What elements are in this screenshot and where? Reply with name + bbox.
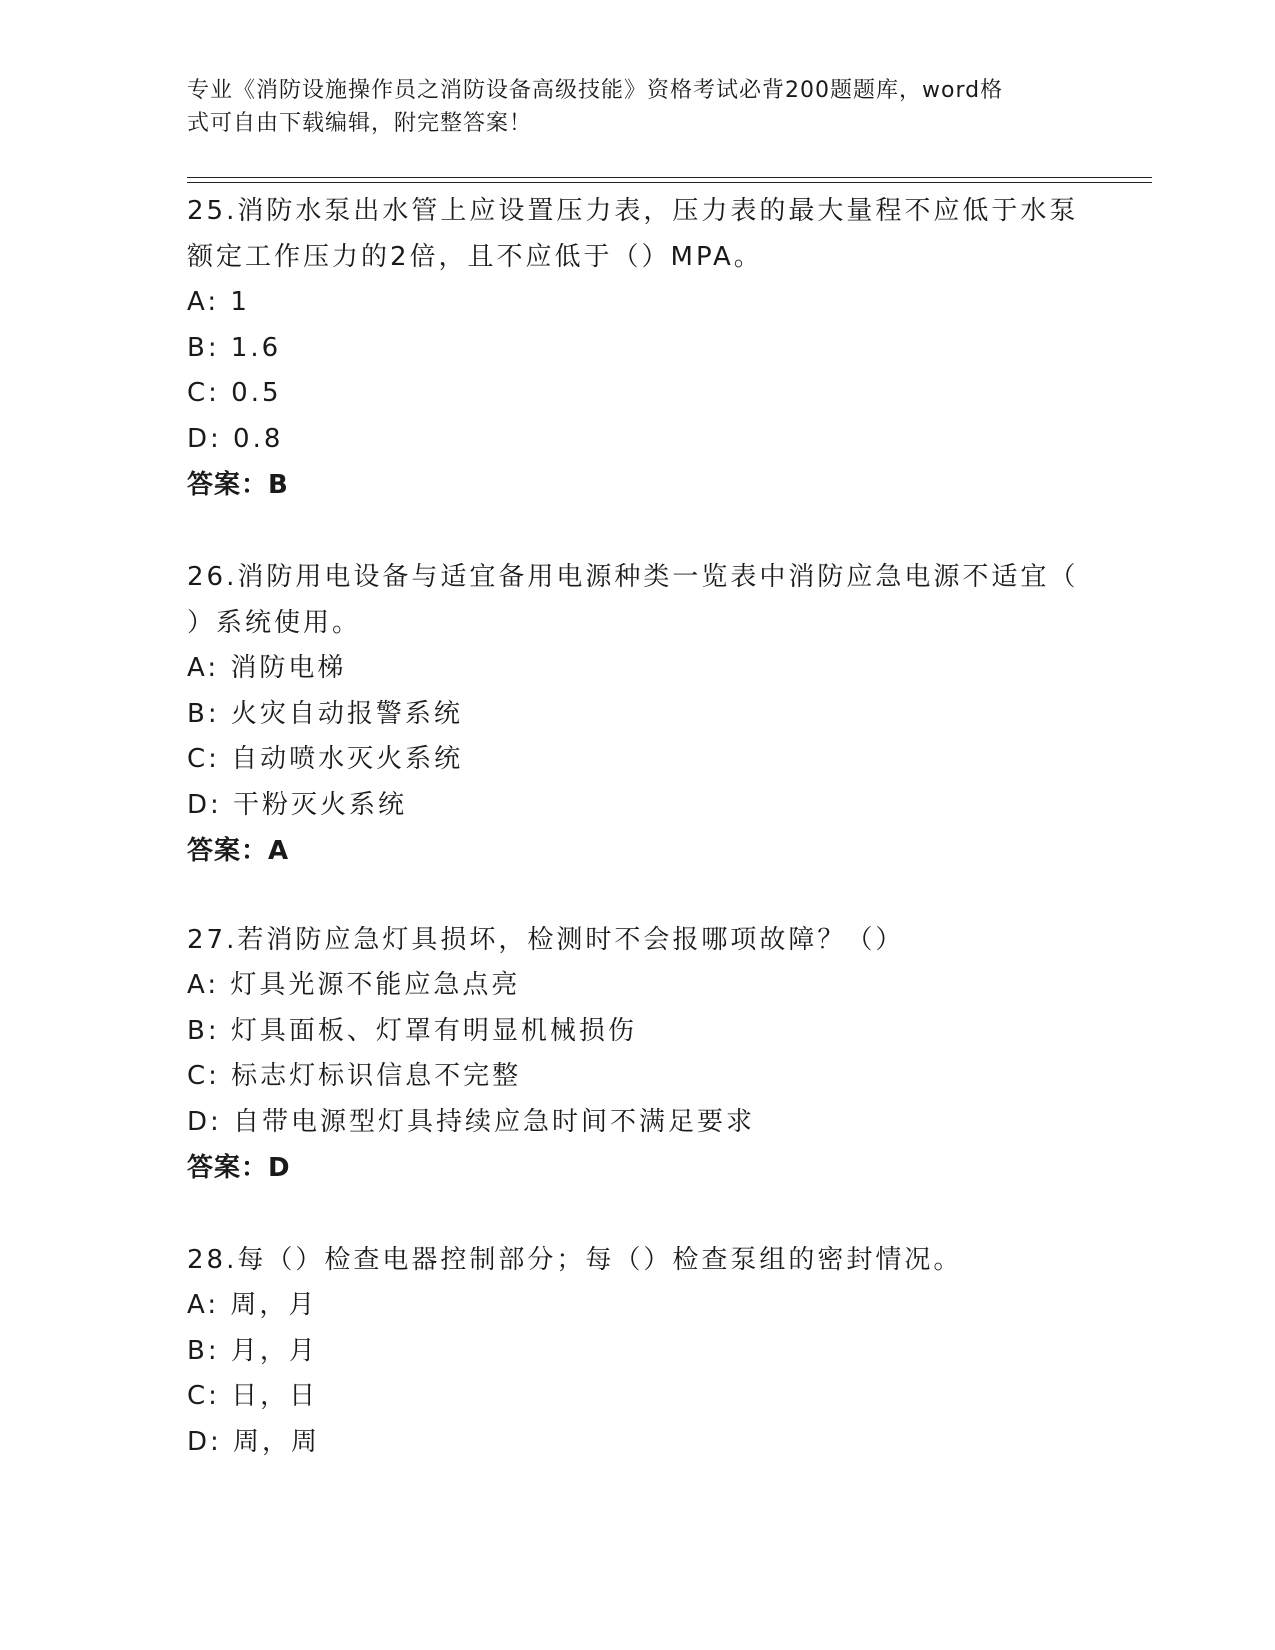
question-text bbox=[187, 917, 1087, 963]
question-text-line: ）系统使用。 bbox=[187, 608, 362, 638]
option-a: A: 1 bbox=[187, 287, 250, 317]
question-text-line: 25.消防水泵出水管上应设置压力表，压力表的最大量程不应低于水泵 bbox=[187, 196, 1079, 226]
option-d: D: 干粉灭火系统 bbox=[187, 789, 408, 820]
document-header bbox=[187, 74, 1067, 140]
option-a: A: 灯具光源不能应急点亮 bbox=[187, 970, 521, 1000]
question-text-line: 26.消防用电设备与适宜备用电源种类一览表中消防应急电源不适宜（ bbox=[187, 562, 1079, 592]
question-27 bbox=[187, 917, 1087, 1191]
option-c: C: 自动喷水灭火系统 bbox=[187, 744, 464, 774]
header-divider-top bbox=[187, 177, 1152, 178]
option-b: B: 月，月 bbox=[187, 1335, 318, 1366]
question-28 bbox=[187, 1237, 1087, 1465]
option-c: C: 日，日 bbox=[187, 1381, 319, 1411]
question-text-line: 27.若消防应急灯具损坏，检测时不会报哪项故障？（） bbox=[187, 925, 905, 955]
question-text-line: 28.每（）检查电器控制部分；每（）检查泵组的密封情况。 bbox=[187, 1245, 963, 1275]
header-divider-bottom bbox=[187, 182, 1152, 183]
answer-label: 答案：A bbox=[187, 836, 290, 866]
answer-label: 答案：D bbox=[187, 1153, 291, 1183]
question-26 bbox=[187, 554, 1087, 874]
option-b: B: 灯具面板、灯罩有明显机械损伤 bbox=[187, 1015, 637, 1046]
option-c: C: 标志灯标识信息不完整 bbox=[187, 1061, 522, 1091]
option-d: D: 0.8 bbox=[187, 423, 284, 454]
option-b: B: 1.6 bbox=[187, 332, 282, 363]
question-text bbox=[187, 188, 1087, 280]
option-d: D: 自带电源型灯具持续应急时间不满足要求 bbox=[187, 1106, 756, 1137]
option-a: A: 消防电梯 bbox=[187, 653, 347, 683]
option-d: D: 周，周 bbox=[187, 1426, 321, 1457]
option-c: C: 0.5 bbox=[187, 378, 282, 408]
option-b: B: 火灾自动报警系统 bbox=[187, 698, 463, 729]
header-title-line-2: 式可自由下载编辑，附完整答案！ bbox=[187, 111, 533, 136]
option-a: A: 周，月 bbox=[187, 1290, 318, 1320]
question-25 bbox=[187, 188, 1087, 508]
question-text bbox=[187, 554, 1087, 646]
question-text bbox=[187, 1237, 1087, 1283]
header-title-line-1: 专业《消防设施操作员之消防设备高级技能》资格考试必背200题题库，word格 bbox=[187, 78, 1004, 103]
answer-label: 答案：B bbox=[187, 470, 289, 500]
question-text-line: 额定工作压力的2倍，且不应低于（）MPA。 bbox=[187, 242, 763, 272]
